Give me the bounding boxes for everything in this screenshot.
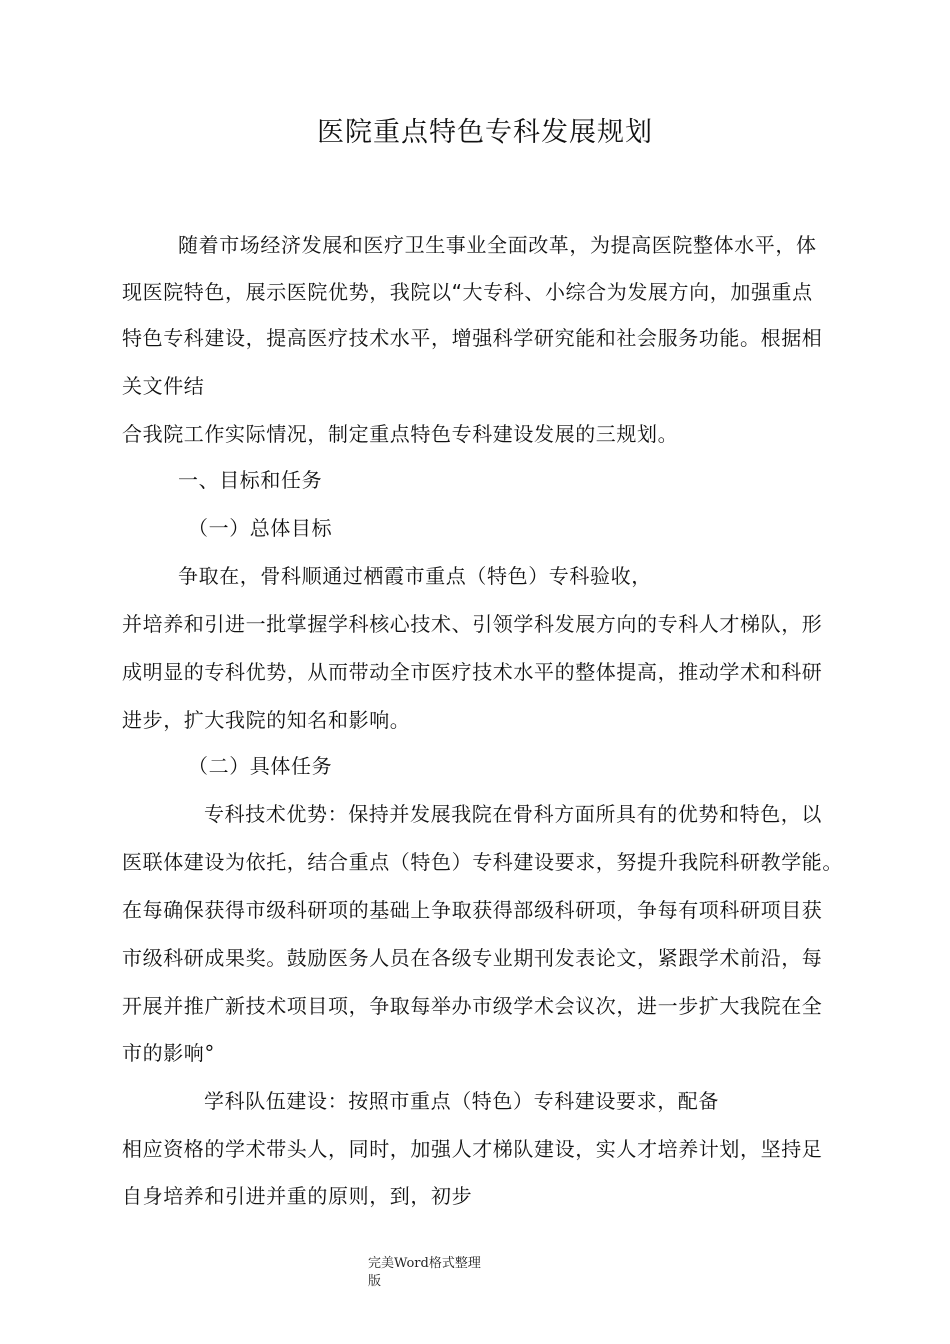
footer-line-1: 完美Word格式整理 [368, 1256, 481, 1271]
body-line: 开展并推广新技术项目项，争取每举办市级学术会议次，进一步扩大我院在全 [122, 994, 823, 1018]
body-line: 现医院特色，展示医院优势，我院以“大专科、小综合为发展方向，加强重点 [122, 280, 813, 304]
body-line: 医联体建设为依托，结合重点（特色）专科建设要求，努提升我院科研教学能。 [122, 850, 843, 874]
body-line: 相应资格的学术带头人，同时，加强人才梯队建设，实人才培养计划，坚持足 [122, 1137, 823, 1161]
body-line: 学科队伍建设：按照市重点（特色）专科建设要求，配备 [204, 1089, 719, 1113]
body-line: 特色专科建设，提高医疗技术水平，增强科学研究能和社会服务功能。根据相 [122, 326, 823, 350]
section-heading: 一、目标和任务 [178, 468, 323, 492]
body-line: 争取在，骨科顺通过栖霞市重点（特色）专科验收， [178, 564, 652, 588]
body-line: 关文件结 [122, 374, 205, 398]
body-line: 并培养和引进一批掌握学科核心技术、引领学科发展方向的专科人才梯队，形 [122, 612, 823, 636]
document-title: 医院重点特色专科发展规划 [317, 117, 653, 148]
body-line: 在每确保获得市级科研项的基础上争取获得部级科研项，争每有项科研项目获 [122, 898, 823, 922]
page-footer [368, 1255, 481, 1291]
subsection-heading: （二）具体任务 [188, 754, 333, 778]
body-line: 进步，扩大我院的知名和影响。 [122, 708, 411, 732]
body-line: 成明显的专科优势，从而带动全市医疗技术水平的整体提高，推动学术和科研 [122, 660, 823, 684]
footer-line-2: 版 [368, 1274, 382, 1289]
body-line: 市级科研成果奖。鼓励医务人员在各级专业期刊发表论文，紧跟学术前沿，每 [122, 946, 823, 970]
body-line: 市的影响° [122, 1041, 215, 1065]
body-line: 随着市场经济发展和医疗卫生事业全面改革，为提高医院整体水平，体 [178, 233, 817, 257]
body-line: 专科技术优势：保持并发展我院在骨科方面所具有的优势和特色，以 [204, 802, 822, 826]
body-line: 自身培养和引进并重的原则，到，初步 [122, 1184, 473, 1208]
body-line: 合我院工作实际情况，制定重点特色专科建设发展的三规划。 [122, 422, 679, 446]
subsection-heading: （一）总体目标 [188, 516, 333, 540]
